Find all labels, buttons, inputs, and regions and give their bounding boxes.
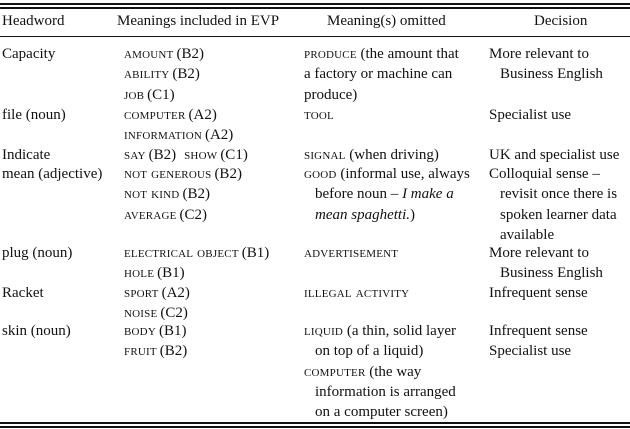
table-bottom-rule-2	[0, 426, 630, 428]
headword-cell: file (noun)	[2, 107, 66, 123]
omitted-cell: liquid (a thin, solid layer on top of a liquid) computer (the way information is arranged on a computer screen)	[304, 323, 456, 421]
omitted-cell: advertisement	[304, 245, 399, 261]
included-cell: body (B1) fruit (B2)	[124, 323, 188, 360]
omitted-cell: illegal activity	[304, 285, 410, 301]
header-rule	[0, 36, 630, 37]
decision-cell: Infrequent sense	[489, 285, 588, 301]
header-decision: Decision	[534, 13, 588, 29]
table-top-rule-2	[0, 7, 630, 9]
header-headword: Headword	[2, 13, 65, 29]
omitted-cell: produce (the amount that a factory or machine can produce)	[304, 46, 459, 103]
headword-cell: Indicate	[2, 147, 51, 163]
decision-cell: More relevant to Business English	[489, 245, 603, 282]
decision-cell: UK and specialist use	[489, 147, 620, 163]
included-cell: amount (B2) ability (B2) job (C1)	[124, 46, 204, 103]
decision-cell: Specialist use	[489, 107, 572, 123]
decision-cell: Colloquial sense – revisit once there is spoken learner data available	[489, 166, 618, 243]
included-cell: electrical object (B1) hole (B1)	[124, 245, 270, 282]
headword-cell: Racket	[2, 285, 44, 301]
omitted-cell: good (informal use, always before noun – I make a mean spaghetti.)	[304, 166, 470, 223]
omitted-cell: tool	[304, 107, 334, 123]
included-cell: computer (A2) information (A2)	[124, 107, 234, 144]
header-included: Meanings included in EVP	[117, 13, 280, 29]
headword-cell: plug (noun)	[2, 245, 73, 261]
table-bottom-rule	[0, 422, 630, 424]
header-omitted: Meaning(s) omitted	[327, 13, 446, 29]
decision-cell: More relevant to Business English	[489, 46, 603, 83]
omitted-cell: signal (when driving)	[304, 147, 439, 163]
headword-cell: skin (noun)	[2, 323, 71, 339]
included-cell: not generous (B2) not kind (B2) average (C2)	[124, 166, 242, 223]
included-cell: sport (A2) noise (C2)	[124, 285, 190, 322]
table-top-rule	[0, 3, 630, 5]
decision-cell: Infrequent sense Specialist use	[489, 323, 588, 360]
included-cell: say (B2) show (C1)	[124, 147, 248, 163]
headword-cell: mean (adjective)	[2, 166, 103, 182]
headword-cell: Capacity	[2, 46, 56, 62]
